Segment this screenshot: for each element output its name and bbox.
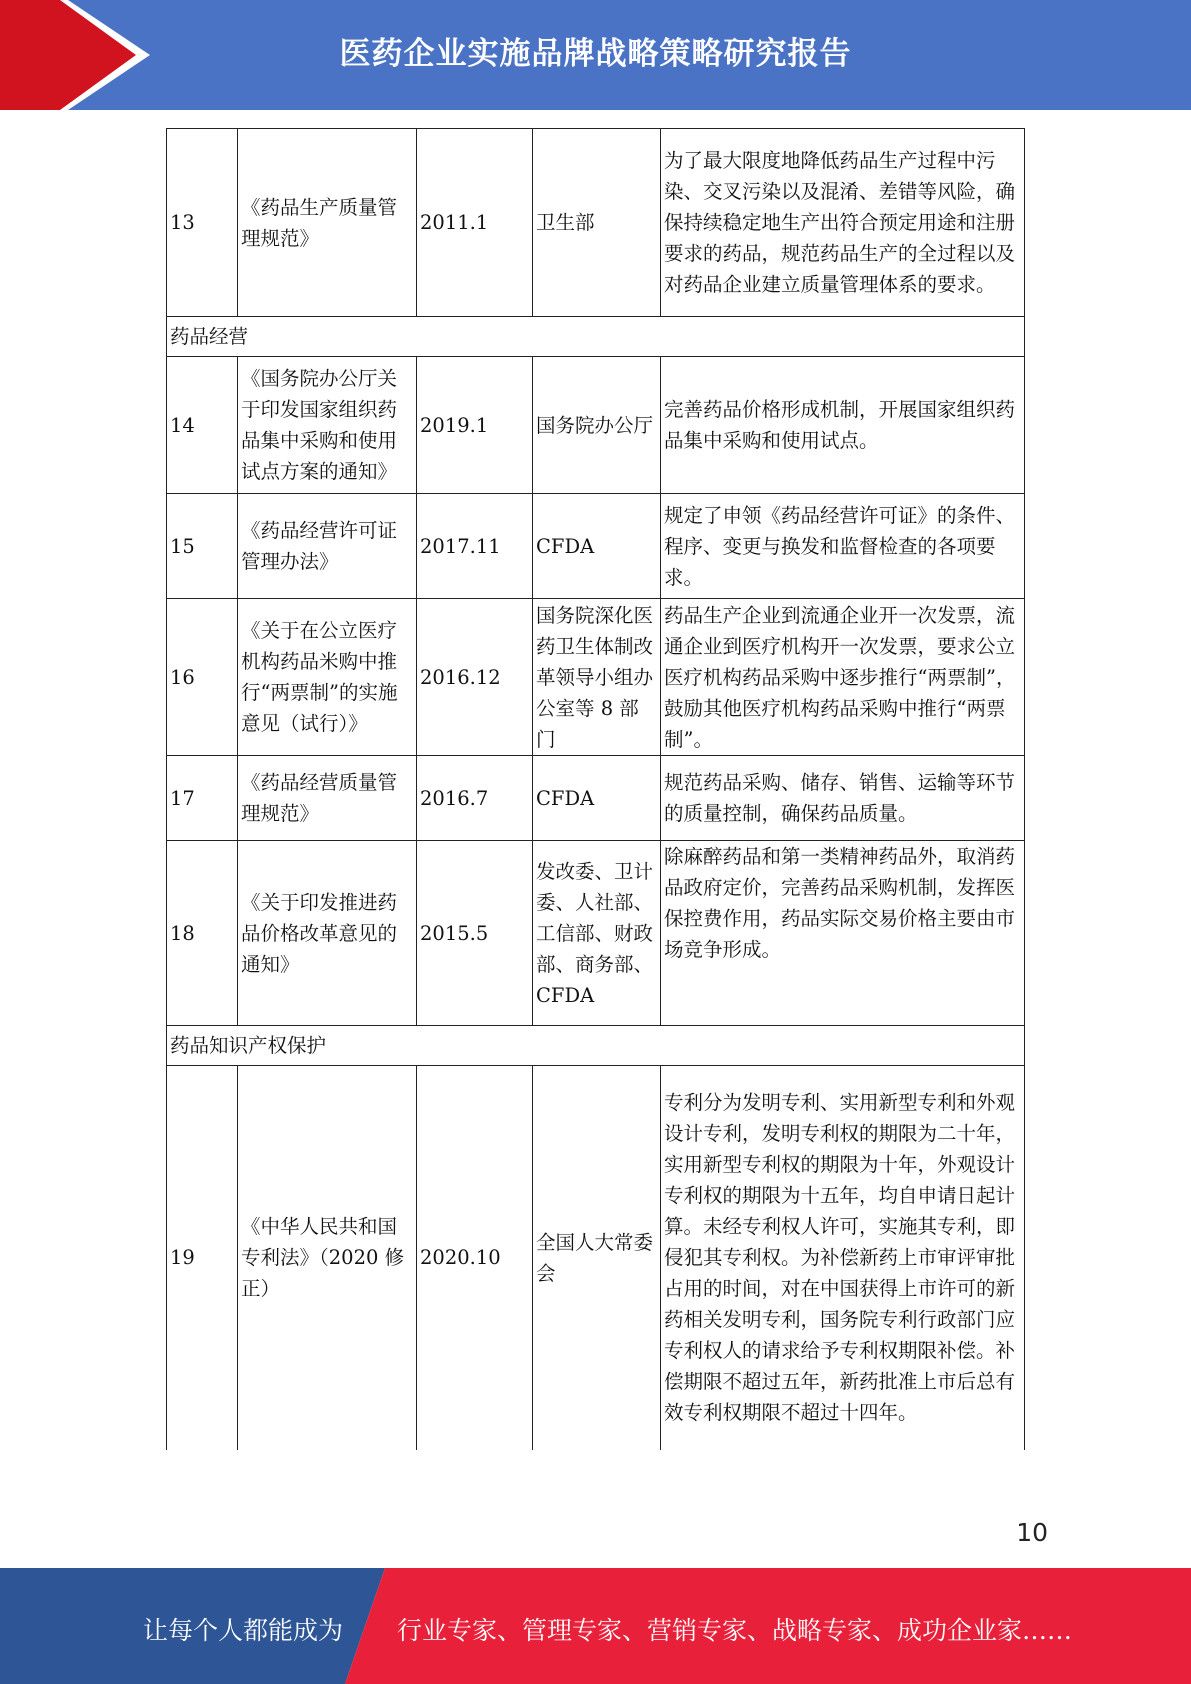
regulation-content: 除麻醉药品和第一类精神药品外，取消药品政府定价，完善药品采购机制，发挥医保控费作用，药品实际交易价格主要由市场竞争形成。 (661, 841, 1025, 1026)
issuing-authority: 国务院深化医药卫生体制改革领导小组办公室等 8 部门 (533, 599, 661, 756)
section-title: 药品知识产权保护 (167, 1026, 1025, 1066)
document-title: 医药企业实施品牌战略策略研究报告 (339, 36, 852, 72)
issuing-authority: 发改委、卫计委、人社部、工信部、财政部、商务部、CFDA (533, 841, 661, 1026)
regulation-content: 药品生产企业到流通企业开一次发票，流通企业到医疗机构开一次发票，要求公立医疗机构药品采购中逐步推行“两票制”，鼓励其他医疗机构药品采购中推行“两票制”。 (661, 599, 1025, 756)
table-row (167, 357, 1025, 494)
footer-slogan-right: 行业专家、管理专家、营销专家、战略专家、成功企业家…… (397, 1616, 1073, 1645)
issue-date: 2017.11 (417, 494, 533, 599)
regulation-content: 完善药品价格形成机制，开展国家组织药品集中采购和使用试点。 (661, 357, 1025, 494)
table-row (167, 599, 1025, 756)
regulation-name: 《中华人民共和国专利法》（2020 修正） (238, 1066, 417, 1450)
section-header-row (167, 1026, 1025, 1066)
issuing-authority: 卫生部 (533, 129, 661, 317)
issue-date: 2016.12 (417, 599, 533, 756)
table-row (167, 841, 1025, 1026)
issue-date: 2011.1 (417, 129, 533, 317)
table-row (167, 756, 1025, 841)
table-row (167, 494, 1025, 599)
row-number: 13 (167, 129, 238, 317)
table-row (167, 1066, 1025, 1450)
regulation-content: 规定了申领《药品经营许可证》的条件、程序、变更与换发和监督检查的各项要求。 (661, 494, 1025, 599)
issuing-authority: 国务院办公厅 (533, 357, 661, 494)
issue-date: 2016.7 (417, 756, 533, 841)
issue-date: 2020.10 (417, 1066, 533, 1450)
regulation-name: 《关于在公立医疗机构药品米购中推行“两票制”的实施意见（试行）》 (238, 599, 417, 756)
regulation-name: 《关于印发推进药品价格改革意见的通知》 (238, 841, 417, 1026)
row-number: 18 (167, 841, 238, 1026)
issuing-authority: 全国人大常委会 (533, 1066, 661, 1450)
section-title: 药品经营 (167, 317, 1025, 357)
regulation-table (166, 128, 1025, 1450)
regulation-name: 《药品经营质量管理规范》 (238, 756, 417, 841)
regulation-content: 规范药品采购、储存、销售、运输等环节的质量控制，确保药品质量。 (661, 756, 1025, 841)
row-number: 16 (167, 599, 238, 756)
page-number: 10 (1016, 1518, 1048, 1547)
page-header (0, 0, 1191, 110)
regulation-content: 为了最大限度地降低药品生产过程中污染、交叉污染以及混淆、差错等风险，确保持续稳定地生产出符合预定用途和注册要求的药品，规范药品生产的全过程以及对药品企业建立质量管理体系的要求。 (661, 129, 1025, 317)
table-row (167, 129, 1025, 317)
issue-date: 2019.1 (417, 357, 533, 494)
section-header-row (167, 317, 1025, 357)
regulation-name: 《药品经营许可证管理办法》 (238, 494, 417, 599)
issuing-authority: CFDA (533, 494, 661, 599)
regulation-name: 《国务院办公厅关于印发国家组织药品集中采购和使用试点方案的通知》 (238, 357, 417, 494)
issue-date: 2015.5 (417, 841, 533, 1026)
row-number: 17 (167, 756, 238, 841)
regulation-content: 专利分为发明专利、实用新型专利和外观设计专利，发明专利权的期限为二十年，实用新型专利权的期限为十年，外观设计专利权的期限为十五年，均自申请日起计算。未经专利权人许可，实施其专利，即侵犯其专利权。为补偿新药上市审评审批占用的时间，对在中国获得上市许可的新药相关发明专利，国务院专利行政部门应专利权人的请求给予专利权期限补偿。补偿期限不超过五年，新药批准上市后总有效专利权期限不超过十四年。 (661, 1066, 1025, 1450)
regulation-name: 《药品生产质量管理规范》 (238, 129, 417, 317)
row-number: 14 (167, 357, 238, 494)
row-number: 15 (167, 494, 238, 599)
issuing-authority: CFDA (533, 756, 661, 841)
page-footer (0, 1568, 1191, 1684)
row-number: 19 (167, 1066, 238, 1450)
footer-slogan-left: 让每个人都能成为 (143, 1616, 344, 1645)
